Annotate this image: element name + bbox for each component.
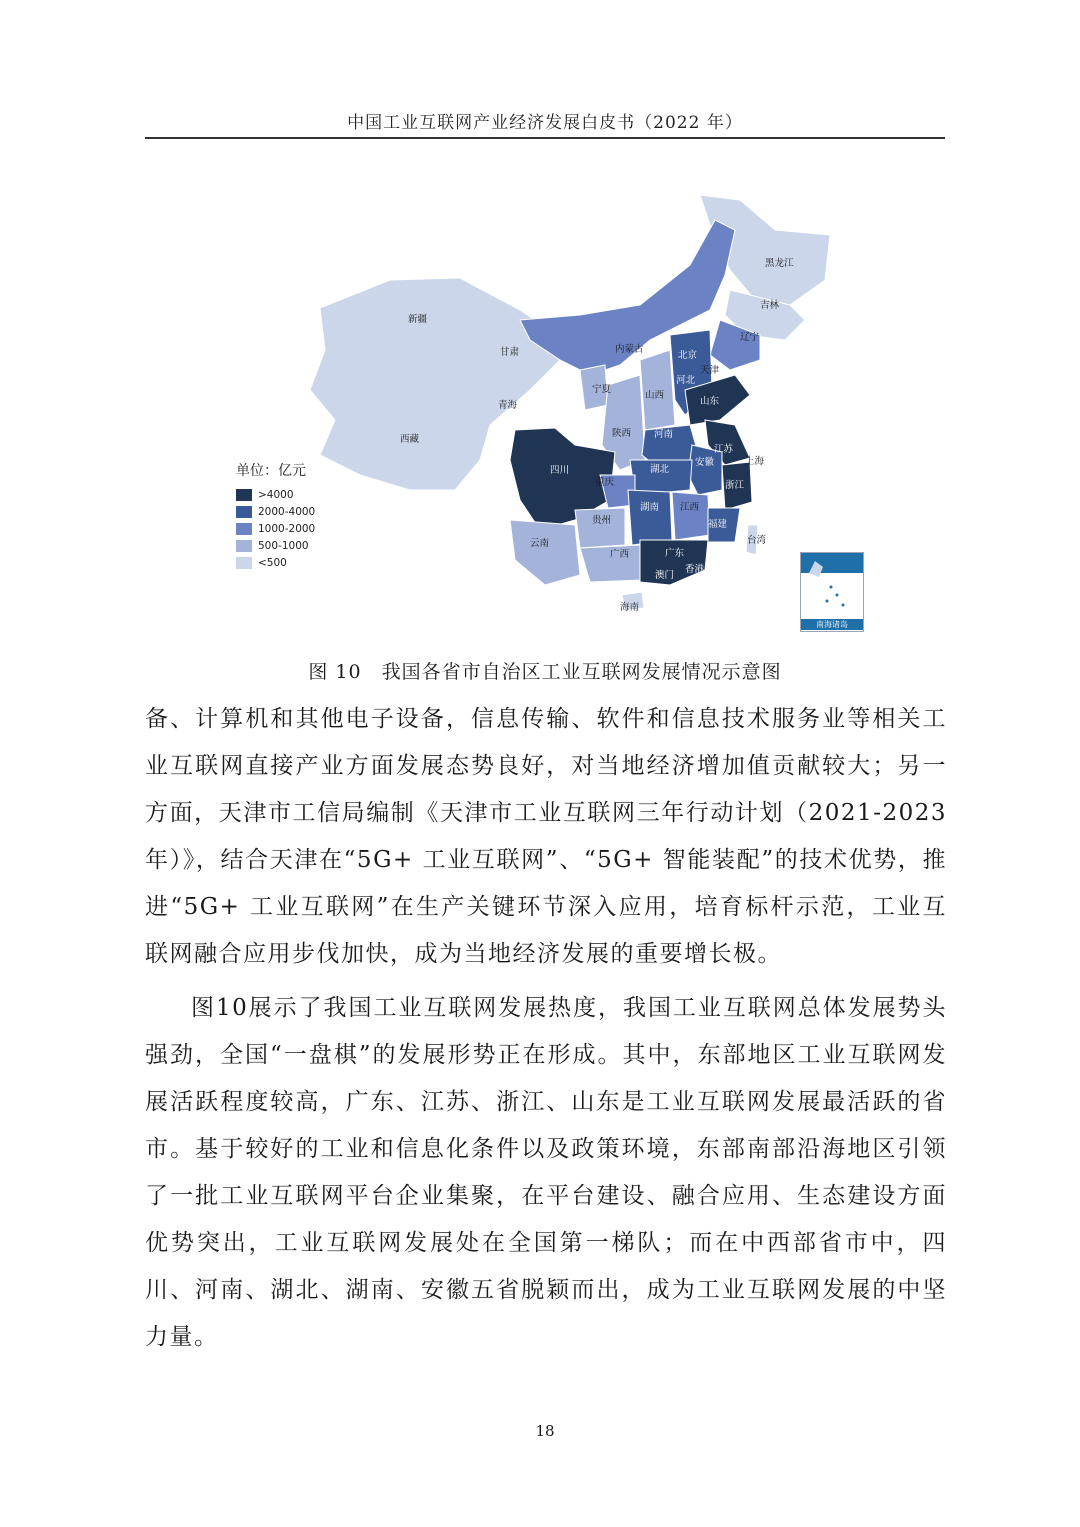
inset-label: 南海诸岛 bbox=[801, 619, 863, 630]
map-label-aomen: 澳门 bbox=[655, 570, 675, 581]
map-region-jiangxi bbox=[672, 492, 710, 540]
map-label-gansu: 甘肃 bbox=[500, 347, 520, 358]
map-label-tianjin: 天津 bbox=[700, 365, 720, 376]
inset-map-icon bbox=[801, 553, 863, 617]
map-label-sichuan: 四川 bbox=[550, 465, 570, 476]
map-label-chongqing: 重庆 bbox=[595, 477, 615, 488]
legend-item bbox=[236, 554, 376, 571]
map-label-fujian: 福建 bbox=[708, 519, 728, 530]
map-label-taiwan: 台湾 bbox=[747, 535, 767, 546]
china-choropleth-map bbox=[230, 190, 870, 640]
legend-item bbox=[236, 520, 376, 537]
body-paragraph: 备、计算机和其他电子设备，信息传输、软件和信息技术服务业等相关工业互联网直接产业方面发展态势良好，对当地经济增加值贡献较大；另一方面，天津市工信局编制《天津市工业互联网三年行动计划（2021-2023年）》，结合天津在“5G+ 工业互联网”、“5G+ 智能装配”的技术优势，推进“5G+ 工业互联网”在生产关键环节深入应用，培育标杆示范，工业互联网融合应用步伐加快，成为当地经济发展的重要增长极。 bbox=[145, 706, 947, 967]
header-divider bbox=[145, 137, 945, 139]
map-label-jiangxi: 江西 bbox=[680, 502, 700, 513]
legend-title: 单位：亿元 bbox=[236, 463, 306, 479]
map-legend bbox=[236, 460, 376, 571]
legend-item bbox=[236, 486, 376, 503]
map-label-jiangsu: 江苏 bbox=[714, 444, 734, 455]
map-label-hebei: 河北 bbox=[676, 375, 696, 386]
map-label-ningxia: 宁夏 bbox=[592, 384, 612, 395]
map-label-beijing: 北京 bbox=[678, 350, 698, 361]
legend-swatch bbox=[236, 523, 252, 535]
map-region-guizhou bbox=[575, 508, 625, 548]
legend-swatch bbox=[236, 540, 252, 552]
map-label-yunnan: 云南 bbox=[530, 538, 550, 549]
figure-caption: 图 10 我国各省市自治区工业互联网发展情况示意图 bbox=[308, 661, 782, 683]
map-label-shandong: 山东 bbox=[700, 396, 720, 407]
china-map-figure bbox=[230, 190, 870, 640]
map-label-xinjiang: 新疆 bbox=[408, 314, 428, 325]
map-label-anhui: 安徽 bbox=[695, 457, 715, 468]
map-label-shanxi: 山西 bbox=[645, 390, 665, 401]
map-label-neimenggu: 内蒙古 bbox=[615, 344, 644, 355]
legend-swatch bbox=[236, 489, 252, 501]
map-region-hunan bbox=[628, 490, 672, 545]
legend-label: 2000-4000 bbox=[258, 505, 316, 518]
legend-item bbox=[236, 503, 376, 520]
map-label-qinghai: 青海 bbox=[498, 400, 518, 411]
body-paragraph: 图10展示了我国工业互联网发展热度，我国工业互联网总体发展势头强劲，全国“一盘棋”的发展形势正在形成。其中，东部地区工业互联网发展活跃程度较高，广东、江苏、浙江、山东是工业互联网发展最活跃的省市。基于较好的工业和信息化条件以及政策环境，东部南部沿海地区引领了一批工业互联网平台企业集聚，在平台建设、融合应用、生态建设方面优势突出，工业互联网发展处在全国第一梯队；而在中西部省市中，四川、河南、湖北、湖南、安徽五省脱颖而出，成为工业互联网发展的中坚力量。 bbox=[145, 995, 947, 1350]
legend-item bbox=[236, 537, 376, 554]
map-region-yunnan bbox=[510, 520, 580, 585]
legend-label: >4000 bbox=[258, 488, 294, 501]
map-label-hainan: 海南 bbox=[620, 602, 640, 613]
south-china-sea-inset bbox=[800, 552, 864, 632]
map-label-jilin: 吉林 bbox=[760, 300, 780, 311]
map-label-guangdong: 广东 bbox=[665, 548, 685, 559]
map-label-shaanxi: 陕西 bbox=[612, 428, 632, 439]
map-label-liaoning: 辽宁 bbox=[740, 332, 760, 343]
map-label-shanghai: 上海 bbox=[745, 456, 765, 467]
map-label-xianggang: 香港 bbox=[685, 564, 705, 575]
map-label-hubei: 湖北 bbox=[650, 464, 670, 475]
page-number: 18 bbox=[535, 1422, 555, 1440]
legend-label: 1000-2000 bbox=[258, 522, 316, 535]
legend-label: 500-1000 bbox=[258, 539, 309, 552]
map-label-hunan: 湖南 bbox=[640, 502, 660, 513]
page-header-title: 中国工业互联网产业经济发展白皮书（2022 年） bbox=[347, 113, 743, 133]
map-label-xizang: 西藏 bbox=[400, 434, 420, 445]
map-label-guangxi: 广西 bbox=[610, 549, 630, 560]
legend-swatch bbox=[236, 506, 252, 518]
map-label-henan: 河南 bbox=[654, 429, 674, 440]
map-label-zhejiang: 浙江 bbox=[725, 480, 745, 491]
map-label-guizhou: 贵州 bbox=[592, 515, 612, 526]
legend-label: <500 bbox=[258, 556, 287, 569]
legend-swatch bbox=[236, 557, 252, 569]
map-label-heilongjiang: 黑龙江 bbox=[765, 258, 794, 269]
